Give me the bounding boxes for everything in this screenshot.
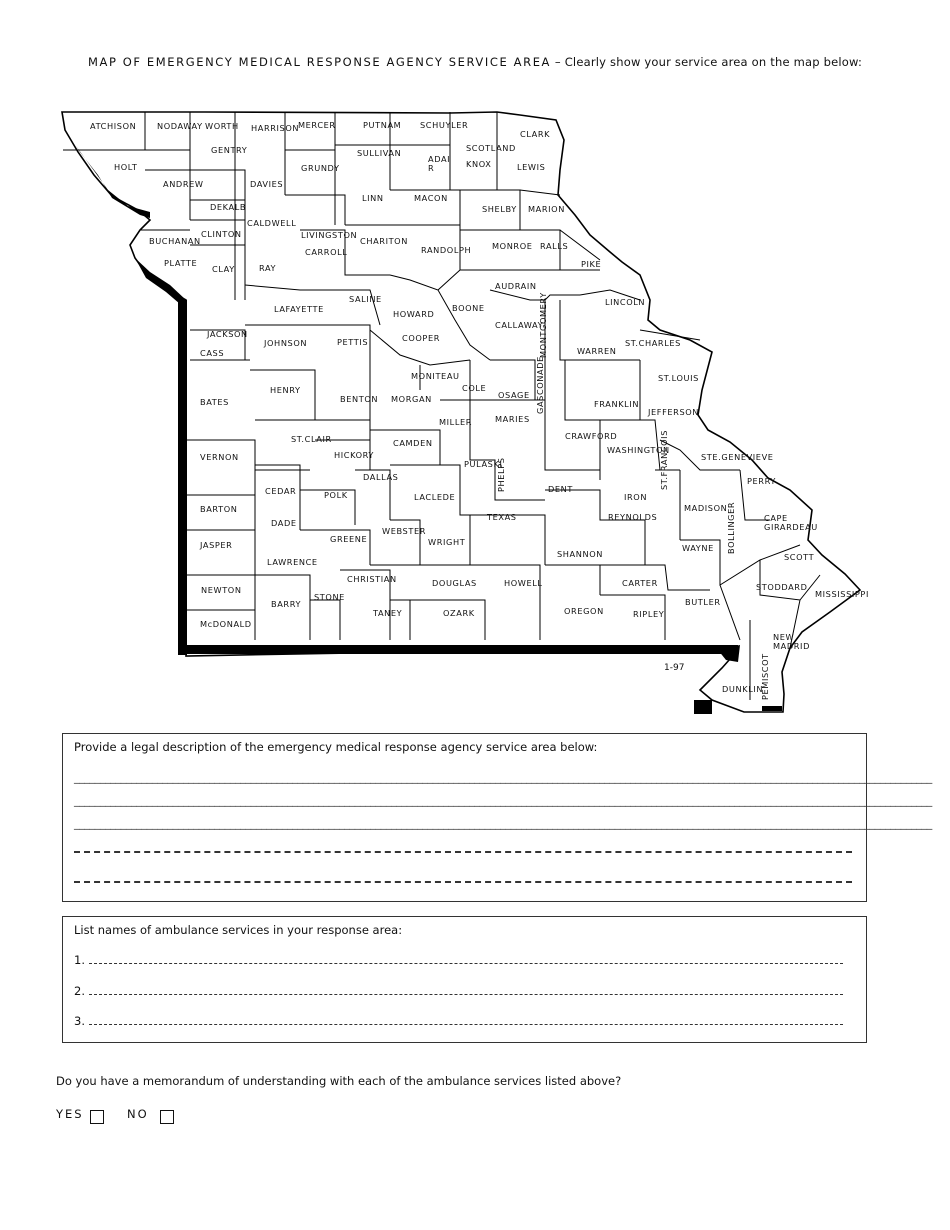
county-label: BENTON <box>340 394 379 404</box>
legal-description-box <box>62 733 933 902</box>
county-label: GASCONADE <box>535 356 545 414</box>
county-label: SHANNON <box>557 549 603 559</box>
county-label: MERCER <box>298 120 336 130</box>
county-label: NODAWAY <box>157 121 203 131</box>
county-label: PHELPS <box>496 457 506 492</box>
county-label: SALINE <box>349 294 382 304</box>
county-label: LINCOLN <box>605 297 646 307</box>
county-label: WEBSTER <box>382 526 427 536</box>
county-label: CASS <box>200 348 225 358</box>
county-label: ATCHISON <box>90 121 137 131</box>
county-label: WARREN <box>577 346 617 356</box>
county-label: MORGAN <box>391 394 432 404</box>
county-label: SHELBY <box>482 204 517 214</box>
county-label: DALLAS <box>363 472 399 482</box>
county-label: POLK <box>324 490 348 500</box>
county-label: CARTER <box>622 578 658 588</box>
county-label: IRON <box>624 492 648 502</box>
no-label: NO <box>127 1107 149 1121</box>
county-label: COLE <box>462 383 487 393</box>
county-label: CALDWELL <box>247 218 297 228</box>
county-label: BATES <box>200 397 229 407</box>
county-label: STE.GENEVIEVE <box>701 452 774 462</box>
county-label: SCOTT <box>784 552 815 562</box>
county-label: MONITEAU <box>411 371 460 381</box>
county-label: STODDARD <box>756 582 808 592</box>
county-label: FRANKLIN <box>594 399 640 409</box>
county-label: ST.CLAIR <box>291 434 332 444</box>
county-label: MISSISSIPPI <box>815 589 869 599</box>
county-label: AUDRAIN <box>495 281 537 291</box>
map-code: 1-97 <box>664 663 685 673</box>
county-label: WRIGHT <box>428 537 466 547</box>
county-label: PEMISCOT <box>760 653 770 700</box>
state-boundary-heavy <box>64 128 782 714</box>
county-label: OREGON <box>564 606 604 616</box>
ambulance-entry-line[interactable] <box>89 994 843 995</box>
county-label: NEWTON <box>201 585 242 595</box>
county-label: LEWIS <box>517 162 546 172</box>
ambulance-service-entry-3[interactable] <box>74 1014 843 1028</box>
county-label: DADE <box>271 518 297 528</box>
county-label: SULLIVAN <box>357 148 402 158</box>
county-label: CALLAWAY <box>495 320 544 330</box>
county-label: ANDREW <box>163 179 204 189</box>
ambulance-entry-line[interactable] <box>89 963 843 964</box>
county-label: JEFFERSON <box>648 407 700 417</box>
county-label: JOHNSON <box>264 338 308 348</box>
county-label: LINN <box>362 193 384 203</box>
county-label: GREENE <box>330 534 368 544</box>
county-label: SCHUYLER <box>420 120 469 130</box>
county-label: GRUNDY <box>301 163 340 173</box>
ambulance-entry-line[interactable] <box>89 1024 843 1025</box>
county-label: ST.LOUIS <box>658 373 699 383</box>
county-label: OZARK <box>443 608 475 618</box>
county-label: CAMDEN <box>393 438 433 448</box>
memorandum-question: Do you have a memorandum of understanding with each of the ambulance services listed above? <box>56 1074 622 1088</box>
county-label: TEXAS <box>487 512 517 522</box>
legal-description-line-3[interactable]: _____________________________________________________________________________________________________________________________________________________________________ <box>74 817 933 830</box>
legal-description-line-2[interactable]: _____________________________________________________________________________________________________________________________________________________________________ <box>74 794 933 807</box>
yes-checkbox[interactable] <box>90 1110 104 1124</box>
county-label: CLARK <box>520 129 551 139</box>
county-label: CRAWFORD <box>565 431 618 441</box>
ambulance-service-entry-2[interactable] <box>74 984 843 998</box>
county-label: MARIES <box>495 414 530 424</box>
county-label: MILLER <box>439 417 473 427</box>
county-label: RIPLEY <box>633 609 665 619</box>
county-label: HENRY <box>270 385 301 395</box>
county-label: RAY <box>259 263 277 273</box>
county-label: HOWARD <box>393 309 435 319</box>
county-label: RANDOLPH <box>421 245 472 255</box>
county-label: LAWRENCE <box>267 557 318 567</box>
county-label: REYNOLDS <box>608 512 658 522</box>
county-label: MARION <box>528 204 565 214</box>
county-label: DEKALB <box>210 202 247 212</box>
form-title-instruction: – Clearly show your service area on the map below: <box>551 55 863 69</box>
county-label: PLATTE <box>164 258 198 268</box>
county-label: LAFAYETTE <box>274 304 324 314</box>
county-label: CLINTON <box>201 229 242 239</box>
county-label: VERNON <box>200 452 239 462</box>
no-checkbox[interactable] <box>160 1110 174 1124</box>
county-label: CEDAR <box>265 486 297 496</box>
county-label: LIVINGSTON <box>301 230 358 240</box>
county-label: CHARITON <box>360 236 408 246</box>
county-label: WAYNE <box>682 543 714 553</box>
county-label: ADAI R <box>428 154 451 173</box>
county-label: KNOX <box>466 159 492 169</box>
county-label: SCOTLAND <box>466 143 516 153</box>
legal-description-line-4[interactable] <box>74 851 852 853</box>
county-label: MONROE <box>492 241 533 251</box>
ambulance-entry-number: 3. <box>74 1014 85 1028</box>
county-label: PERRY <box>747 476 776 486</box>
county-label: McDONALD <box>200 619 252 629</box>
county-label: COOPER <box>402 333 441 343</box>
county-label: CLAY <box>212 264 235 274</box>
county-label: HOLT <box>114 162 138 172</box>
county-label: OSAGE <box>498 390 530 400</box>
county-label: PUTNAM <box>363 120 402 130</box>
county-label: CHRISTIAN <box>347 574 397 584</box>
county-label: TANEY <box>373 608 403 618</box>
county-label: DUNKLIN <box>722 684 764 694</box>
county-label: CARROLL <box>305 247 348 257</box>
yes-label: YES <box>56 1107 84 1121</box>
county-label: ST.CHARLES <box>625 338 681 348</box>
county-label: MADISON <box>684 503 728 513</box>
county-label: CAPE GIRARDEAU <box>764 513 818 532</box>
county-labels <box>90 120 869 700</box>
county-label: ST.FRANCOIS <box>659 430 669 490</box>
county-label: HOWELL <box>504 578 543 588</box>
county-label: LACLEDE <box>414 492 456 502</box>
ambulance-services-box <box>62 916 867 1043</box>
county-label: WORTH <box>205 121 239 131</box>
ambulance-entry-number: 2. <box>74 984 85 998</box>
county-label: PIKE <box>581 259 602 269</box>
county-label: BARRY <box>271 599 302 609</box>
county-label: WASHINGTON <box>607 445 670 455</box>
legal-description-label: Provide a legal description of the emergency medical response agency service area below: <box>74 740 598 754</box>
county-label: BUTLER <box>685 597 721 607</box>
county-label: HICKORY <box>334 450 375 460</box>
county-label: DENT <box>548 484 574 494</box>
county-label: HARRISON <box>251 123 300 133</box>
county-label: GENTRY <box>211 145 248 155</box>
county-label: STONE <box>314 592 345 602</box>
county-label: PULASKI <box>464 459 503 469</box>
county-label: MACON <box>414 193 448 203</box>
county-label: BOONE <box>452 303 485 313</box>
ambulance-entry-number: 1. <box>74 953 85 967</box>
county-label: JASPER <box>200 540 233 550</box>
legal-description-line-1[interactable]: _____________________________________________________________________________________________________________________________________________________________________ <box>74 771 933 784</box>
county-label: NEW MADRID <box>773 632 810 651</box>
county-label: DOUGLAS <box>432 578 477 588</box>
ambulance-service-entry-1[interactable] <box>74 953 843 967</box>
ambulance-services-label: List names of ambulance services in your response area: <box>74 923 403 937</box>
county-label: BOLLINGER <box>726 501 736 554</box>
county-label: RALLS <box>540 241 569 251</box>
form-title-main: MAP OF EMERGENCY MEDICAL RESPONSE AGENCY SERVICE AREA <box>87 55 552 69</box>
legal-description-line-5[interactable] <box>74 881 852 883</box>
county-label: DAVIES <box>250 179 284 189</box>
county-label: BUCHANAN <box>149 236 201 246</box>
county-label: PETTIS <box>337 337 369 347</box>
county-label: JACKSON <box>207 329 248 339</box>
county-label: MONTGOMERY <box>538 292 548 358</box>
county-label: BARTON <box>200 504 238 514</box>
